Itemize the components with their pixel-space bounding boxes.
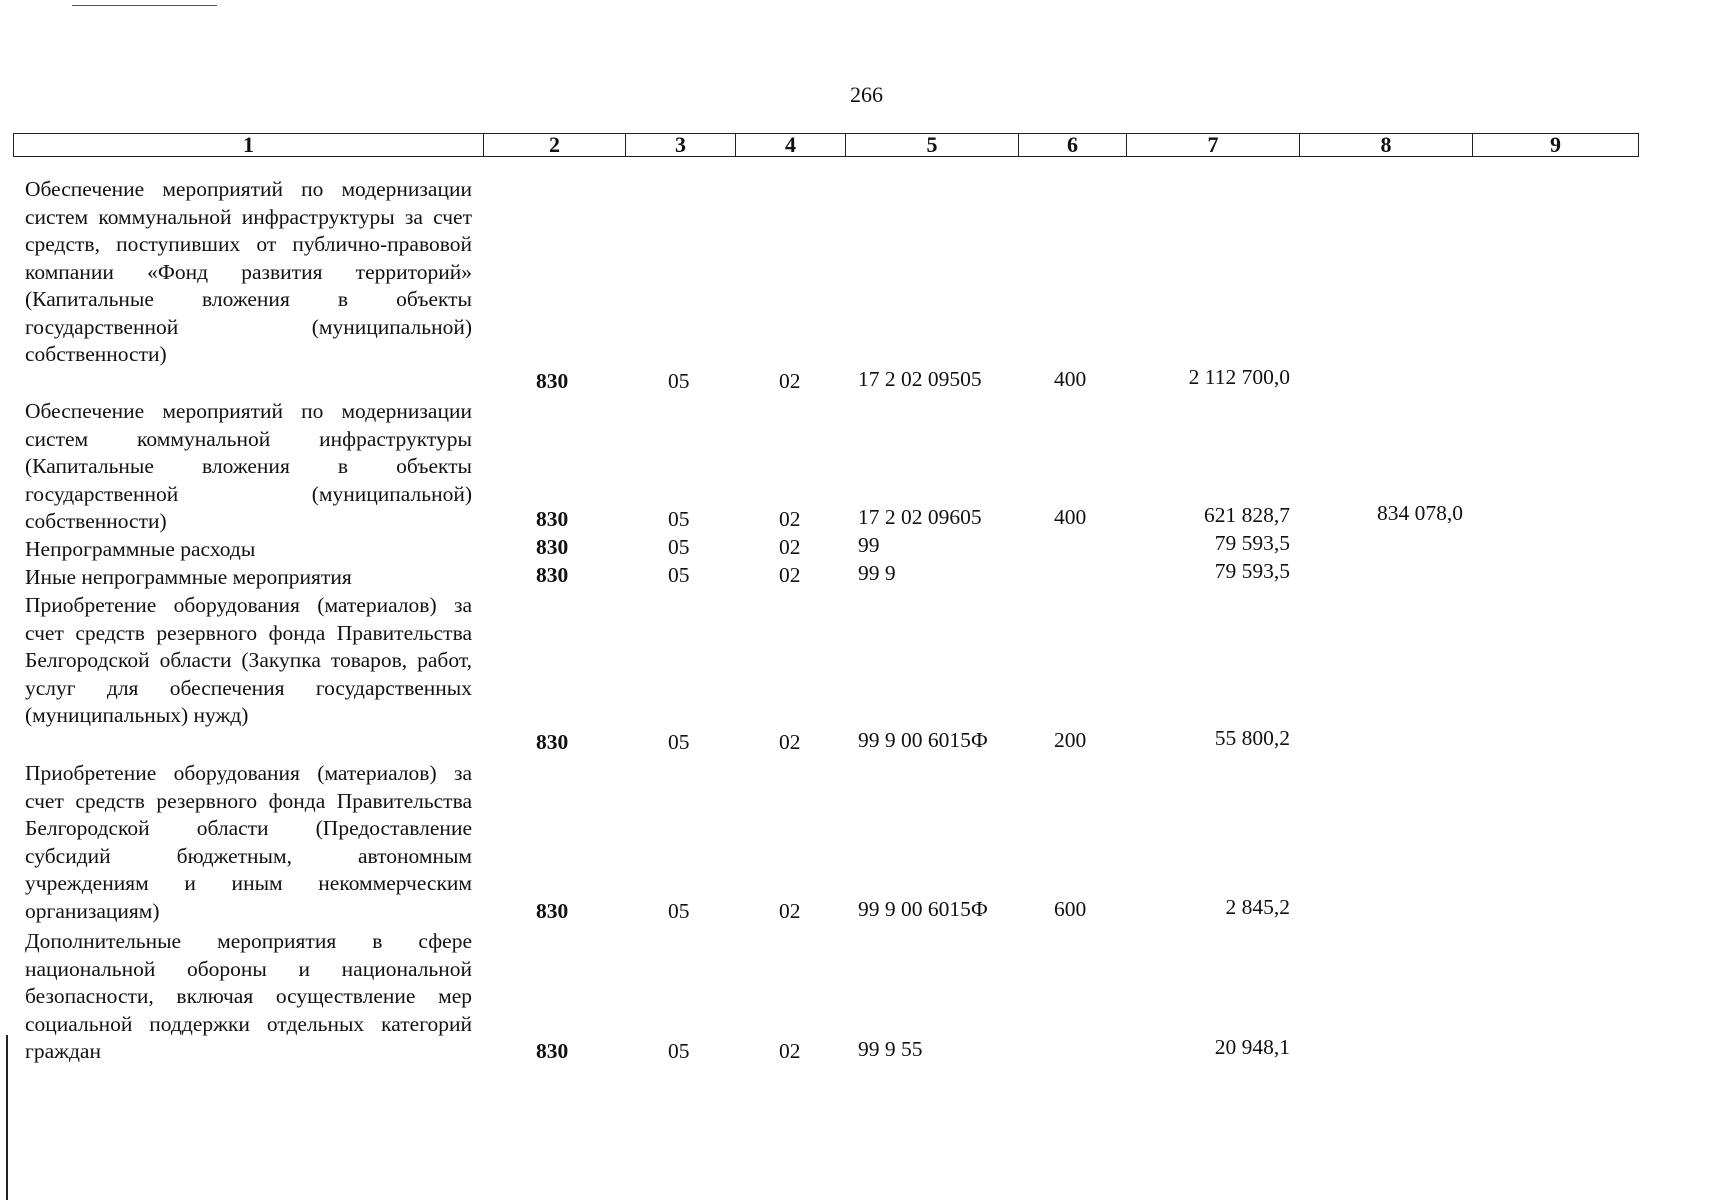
column-header-9: 9 (1473, 134, 1639, 157)
cell-expense-type: 400 (1054, 367, 1087, 391)
cell-section: 05 (668, 535, 690, 559)
cell-section: 05 (668, 563, 690, 587)
cell-chapter: 830 (536, 563, 569, 587)
cell-target-article: 99 9 00 6015Ф (858, 728, 988, 752)
cell-target-article: 17 2 02 09605 (858, 505, 982, 529)
cell-amount: 55 800,2 (1214, 726, 1290, 750)
cell-subsection: 02 (779, 1039, 801, 1063)
cell-chapter: 830 (536, 507, 569, 531)
cell-chapter: 830 (536, 369, 569, 393)
cell-subsection: 02 (779, 369, 801, 393)
cell-expense-type: 400 (1054, 505, 1087, 529)
cell-chapter: 830 (536, 1039, 569, 1063)
row-description: Иные непрограммные мероприятия (25, 565, 352, 589)
scan-artifact-margin (6, 1035, 8, 1200)
row-description: Обеспечение мероприятий по модернизации систем коммунальной инфраструктуры за счет средств, поступивших от публично-правовой компании «Фонд развития территорий» (Капитальные вложения в объекты государственной (муниципальной) собственности) (25, 177, 472, 366)
column-header-7: 7 (1127, 134, 1300, 157)
cell-amount: 79 593,5 (1214, 559, 1290, 583)
cell-section: 05 (668, 730, 690, 754)
row-description: Приобретение оборудования (материалов) за счет средств резервного фонда Правительства Белгородской области (Предоставление субсидий бюджетным, автономным учреждениям и иным некоммерческим организациям) (25, 761, 472, 923)
cell-subsection: 02 (779, 507, 801, 531)
column-header-5: 5 (846, 134, 1019, 157)
cell-subsection: 02 (779, 563, 801, 587)
cell-amount-2: 834 078,0 (1377, 501, 1463, 525)
cell-target-article: 99 9 00 6015Ф (858, 897, 988, 921)
scan-artifact-line (72, 5, 217, 6)
cell-amount: 2 845,2 (1225, 895, 1290, 919)
cell-chapter: 830 (536, 535, 569, 559)
column-header-1: 1 (14, 134, 484, 157)
cell-chapter: 830 (536, 899, 569, 923)
cell-subsection: 02 (779, 535, 801, 559)
cell-section: 05 (668, 899, 690, 923)
column-header-2: 2 (484, 134, 626, 157)
row-description: Дополнительные мероприятия в сфере национальной обороны и национальной безопасности, включая осуществление мер социальной поддержки отдельных категорий граждан (25, 929, 472, 1063)
row-description: Обеспечение мероприятий по модернизации систем коммунальной инфраструктуры (Капитальные вложения в объекты государственной (муниципальной) собственности) (25, 399, 472, 533)
column-header-4: 4 (736, 134, 846, 157)
column-header-3: 3 (626, 134, 736, 157)
cell-expense-type: 200 (1054, 728, 1087, 752)
cell-amount: 20 948,1 (1214, 1035, 1290, 1059)
cell-target-article: 99 (858, 533, 880, 557)
row-description: Приобретение оборудования (материалов) за счет средств резервного фонда Правительства Белгородской области (Закупка товаров, работ, услуг для обеспечения государственных (муниципальных) нужд) (25, 593, 472, 727)
cell-amount: 621 828,7 (1204, 503, 1290, 527)
cell-target-article: 99 9 (858, 561, 896, 585)
row-description: Непрограммные расходы (25, 537, 256, 561)
cell-section: 05 (668, 1039, 690, 1063)
column-header-6: 6 (1019, 134, 1127, 157)
cell-subsection: 02 (779, 899, 801, 923)
cell-target-article: 17 2 02 09505 (858, 367, 982, 391)
column-header-8: 8 (1300, 134, 1473, 157)
cell-chapter: 830 (536, 730, 569, 754)
cell-amount: 2 112 700,0 (1188, 365, 1290, 389)
column-header-row (13, 133, 1639, 157)
cell-section: 05 (668, 369, 690, 393)
page-number: 266 (850, 82, 883, 107)
cell-section: 05 (668, 507, 690, 531)
cell-subsection: 02 (779, 730, 801, 754)
cell-expense-type: 600 (1054, 897, 1087, 921)
cell-target-article: 99 9 55 (858, 1037, 923, 1061)
cell-amount: 79 593,5 (1214, 531, 1290, 555)
